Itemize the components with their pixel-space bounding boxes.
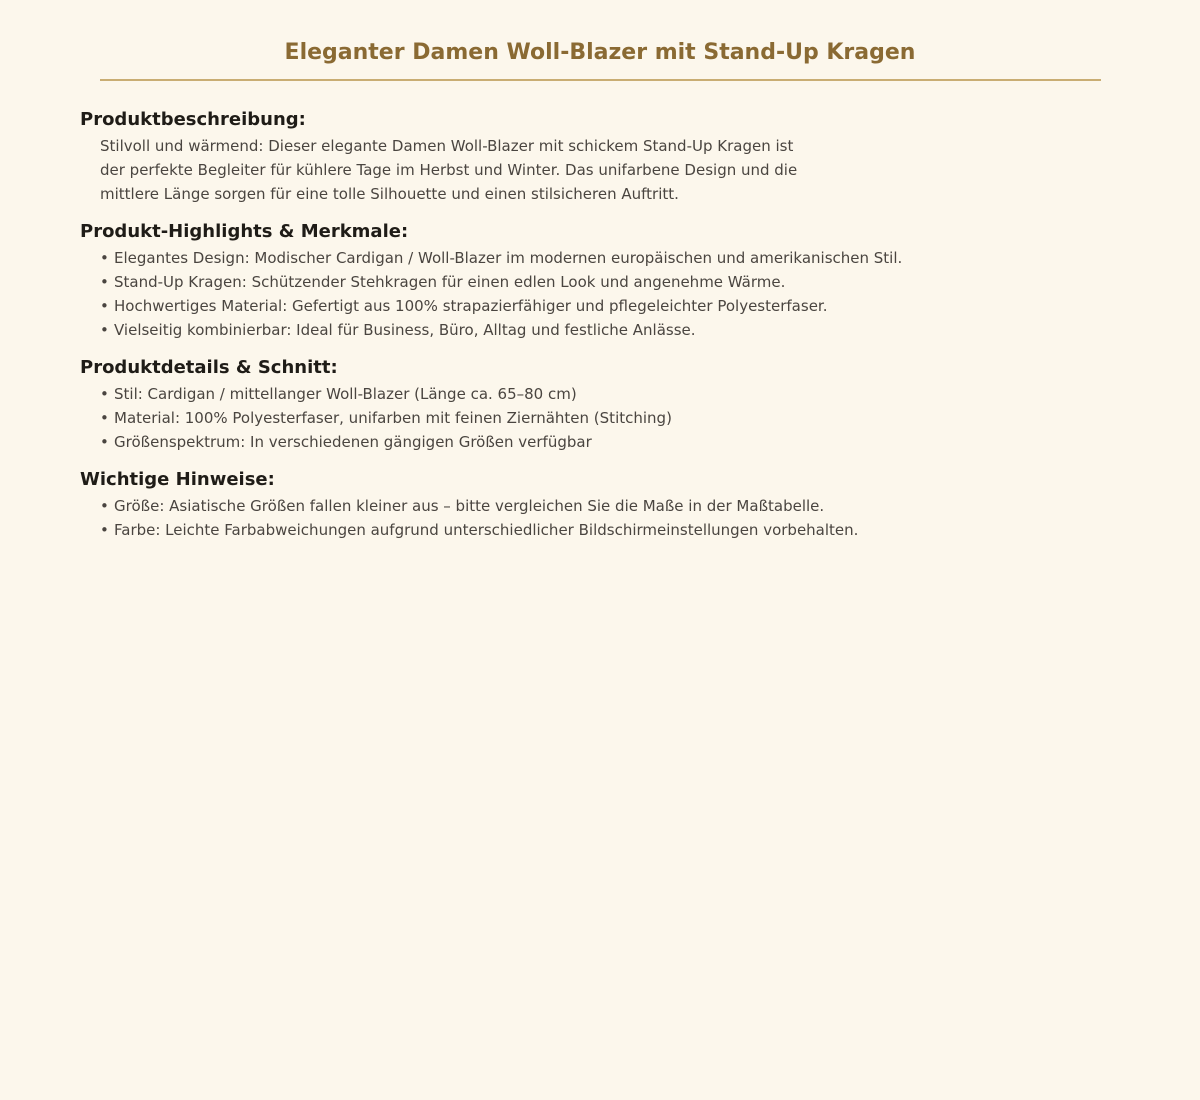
page-title: Eleganter Damen Woll-Blazer mit Stand-Up Kragen [284, 40, 916, 65]
bullet-icon: • [100, 385, 109, 403]
section-product-details [80, 356, 1120, 454]
notes-list [100, 494, 1120, 542]
list-item [100, 294, 1120, 318]
section-heading: Produktdetails & Schnitt: [80, 357, 338, 378]
bullet-icon: • [100, 433, 109, 451]
section-heading: Produkt-Highlights & Merkmale: [80, 221, 409, 242]
list-item [100, 318, 1120, 342]
title-divider [100, 79, 1101, 81]
list-item [100, 382, 1120, 406]
list-item-text: Hochwertiges Material: Gefertigt aus 100% strapazierfähiger und pflegeleichter Polyesterfaser. [114, 297, 828, 315]
list-item [100, 406, 1120, 430]
list-item [100, 270, 1120, 294]
list-item-text: Stand-Up Kragen: Schützender Stehkragen für einen edlen Look und angenehme Wärme. [114, 273, 786, 291]
bullet-icon: • [100, 497, 109, 515]
highlights-list [100, 246, 1120, 342]
bullet-icon: • [100, 409, 109, 427]
list-item [100, 246, 1120, 270]
list-item [100, 518, 1120, 542]
list-item-text: Stil: Cardigan / mittellanger Woll-Blazer (Länge ca. 65–80 cm) [114, 385, 577, 403]
bullet-icon: • [100, 297, 109, 315]
description-paragraph: Stilvoll und wärmend: Dieser elegante Damen Woll-Blazer mit schickem Stand-Up Kragen ist der perfekte Begleiter für kühlere Tage im Herbst und Winter. Das unifarbene Design und die mittlere Länge sorgen für eine tolle Silhouette und einen stilsicheren Auftritt. [100, 137, 798, 203]
section-product-description [80, 108, 1120, 206]
list-item-text: Farbe: Leichte Farbabweichungen aufgrund unterschiedlicher Bildschirmeinstellungen vorbehalten. [114, 521, 859, 539]
list-item [100, 430, 1120, 454]
list-item-text: Elegantes Design: Modischer Cardigan / Woll-Blazer im modernen europäischen und amerikanischen Stil. [114, 249, 903, 267]
list-item [100, 494, 1120, 518]
section-important-notes [80, 468, 1120, 542]
list-item-text: Vielseitig kombinierbar: Ideal für Business, Büro, Alltag und festliche Anlässe. [114, 321, 696, 339]
details-list [100, 382, 1120, 454]
list-item-text: Material: 100% Polyesterfaser, unifarben mit feinen Ziernähten (Stitching) [114, 409, 672, 427]
list-item-text: Größenspektrum: In verschiedenen gängigen Größen verfügbar [114, 433, 592, 451]
bullet-icon: • [100, 321, 109, 339]
bullet-icon: • [100, 273, 109, 291]
list-item-text: Größe: Asiatische Größen fallen kleiner aus – bitte vergleichen Sie die Maße in der Maßtabelle. [114, 497, 825, 515]
bullet-icon: • [100, 249, 109, 267]
section-heading: Produktbeschreibung: [80, 109, 306, 130]
section-heading: Wichtige Hinweise: [80, 469, 275, 490]
bullet-icon: • [100, 521, 109, 539]
section-highlights [80, 220, 1120, 342]
